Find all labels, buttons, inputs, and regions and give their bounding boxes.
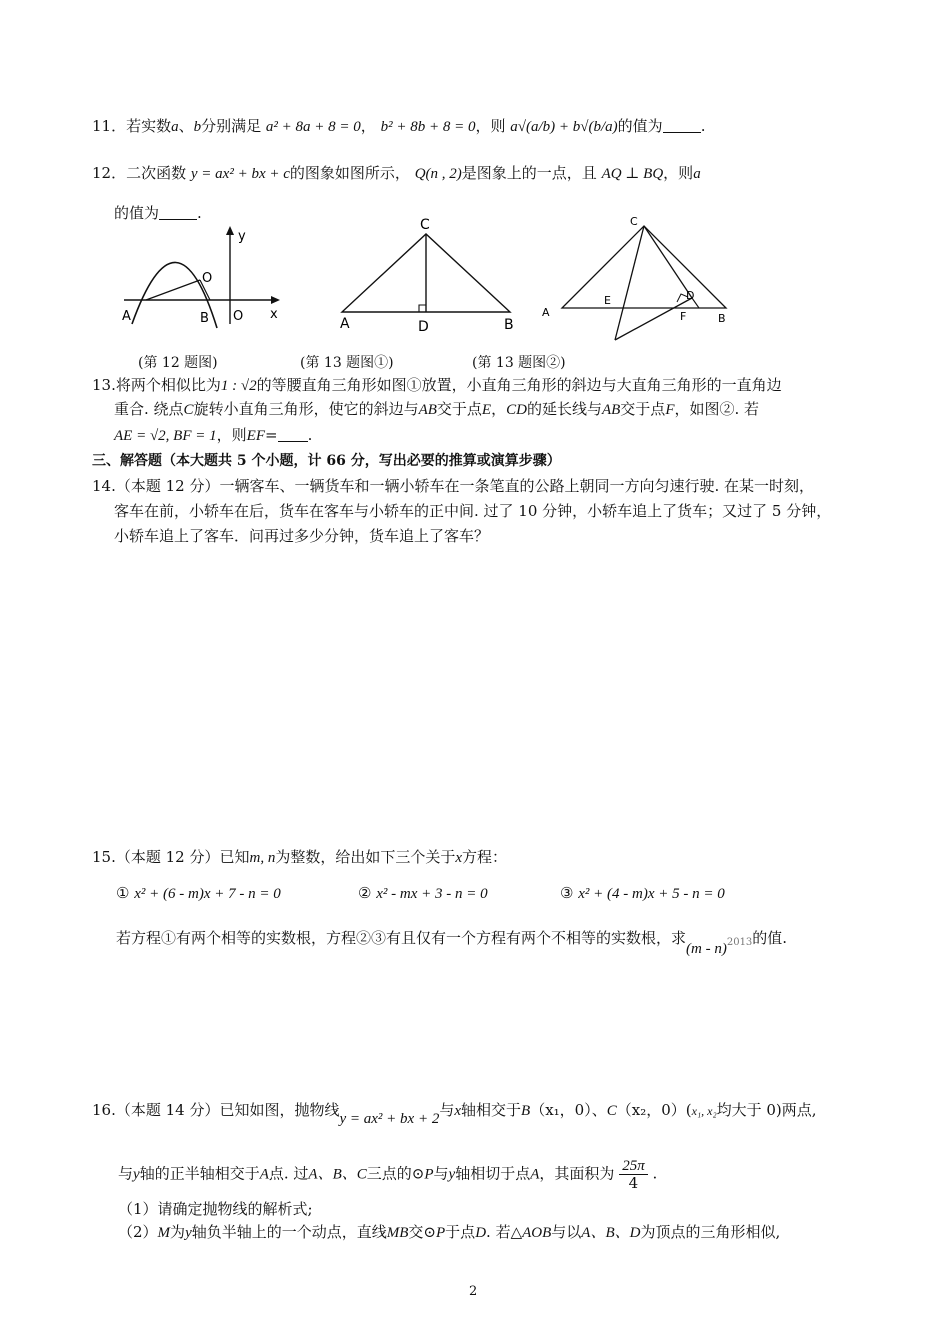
q16-part2: （2）M为y轴负半轴上的一个动点，直线MB交⊙P于点D. 若△AOB与以A、B、D为顶点的三角形相似,: [118, 1223, 781, 1241]
area-fraction: $\frac{25\pi}{4}$: [619, 1158, 648, 1191]
label-C: C: [420, 217, 430, 233]
q12-perp: AQ ⊥ BQ: [601, 166, 664, 182]
q12-point: Q(n , 2): [414, 166, 462, 182]
figure-12: [112, 224, 292, 334]
triangle-ABC: [562, 226, 726, 308]
segment-CD: [644, 226, 692, 298]
q12-func: y = ax² + bx + c: [190, 166, 290, 182]
q15-equation-1: ① x² + (6 - m)x + 7 - n = 0: [116, 884, 281, 902]
q15-equation-2: ② x² - mx + 3 - n = 0: [358, 884, 488, 902]
label-E: E: [604, 294, 611, 307]
question-14-line2: 客车在前，小轿车在后，货车在客车与小轿车的正中间. 过了 10 分钟，小轿车追上了货车；又过了 5 分钟，: [114, 502, 832, 520]
label-D: D: [686, 289, 695, 302]
label-D: D: [418, 319, 429, 335]
label-y: y: [238, 229, 246, 244]
caption-fig13-2: (第 13 题图②): [472, 355, 566, 371]
question-13-line2: 重合. 绕点C旋转小直角三角形，使它的斜边与AB交于点E，CD的延长线与AB交于点F，如图②. 若: [114, 400, 760, 418]
caption-fig12: (第 12 题图): [138, 355, 218, 371]
label-B: B: [718, 312, 726, 325]
label-O: O: [233, 309, 244, 324]
question-16: 16.（本题 14 分）已知如图，抛物线y = ax² + bx + 2与x轴相交于B（x₁，0）、C（x₂，0）(x₁, x₂均大于 0)两点,: [92, 1101, 817, 1127]
q11-expr: a√(a/b) + b√(b/a): [510, 119, 618, 135]
label-F: F: [680, 310, 687, 323]
answer-blank[interactable]: [663, 118, 701, 133]
segment-AQ: [146, 280, 200, 300]
q15-condition: 若方程①有两个相等的实数根，方程②③有且仅有一个方程有两个不相等的实数根，求$(m - n)_{2013}$的值.: [116, 929, 788, 957]
question-16-line2: 与y轴的正半轴相交于A点. 过A、B、C三点的⊙P与y轴相切于点A，其面积为 $\frac{25\pi}{4}$ .: [118, 1158, 658, 1192]
q15-equation-3: ③ x² + (4 - m)x + 5 - n = 0: [560, 884, 725, 902]
y-axis-arrow: [226, 226, 234, 235]
label-x: x: [270, 307, 278, 322]
q11-eq2: b² + 8b + 8 = 0: [380, 119, 476, 135]
caption-fig13-1: (第 13 题图①): [300, 355, 394, 371]
label-B: B: [200, 311, 209, 326]
x-axis-arrow: [271, 296, 280, 304]
question-13: 13.将两个相似比为1 : √2的等腰直角三角形如图①放置，小直角三角形的斜边与大直角三角形的一直角边: [92, 376, 782, 394]
label-A: A: [542, 306, 550, 319]
question-13-line3: AE = √2, BF = 1，则EF= .: [114, 426, 313, 444]
q11-eq1: a² + 8a + 8 = 0: [265, 119, 361, 135]
question-12-line2: 的值为 .: [114, 204, 202, 222]
label-B: B: [504, 317, 514, 333]
q16-part1: （1）请确定抛物线的解析式;: [118, 1200, 313, 1218]
figure-13-2: [540, 212, 740, 342]
label-A: A: [340, 316, 350, 332]
question-15: 15.（本题 12 分）已知m, n为整数，给出如下三个关于x方程：: [92, 848, 508, 866]
small-leg-1: [615, 226, 644, 340]
section-3-title: 三、解答题（本大题共 5 个小题，计 66 分，写出必要的推算或演算步骤）: [92, 453, 561, 469]
question-12: 12．二次函数 y = ax² + bx + c的图象如图所示， Q(n , 2)是图象上的一点，且 AQ ⊥ BQ，则a: [92, 164, 701, 182]
label-C: C: [630, 215, 638, 228]
question-14-line3: 小轿车追上了客车．问再过多少分钟，货车追上了客车？: [114, 527, 490, 545]
label-A: A: [122, 309, 131, 324]
answer-blank[interactable]: [278, 427, 308, 442]
page-number: 2: [469, 1284, 478, 1299]
question-14: 14.（本题 12 分）一辆客车、一辆货车和一辆小轿车在一条笔直的公路上朝同一方向匀速行驶. 在某一时刻，: [92, 477, 815, 495]
answer-blank[interactable]: [159, 205, 197, 220]
figure-13-1: [332, 214, 522, 338]
question-11: 11．若实数a、b分别满足 a² + 8a + 8 = 0， b² + 8b + 8 = 0，则 a√(a/b) + b√(b/a)的值为 .: [92, 117, 706, 135]
label-Q: O: [202, 271, 213, 286]
right-angle-mark: [419, 305, 426, 312]
